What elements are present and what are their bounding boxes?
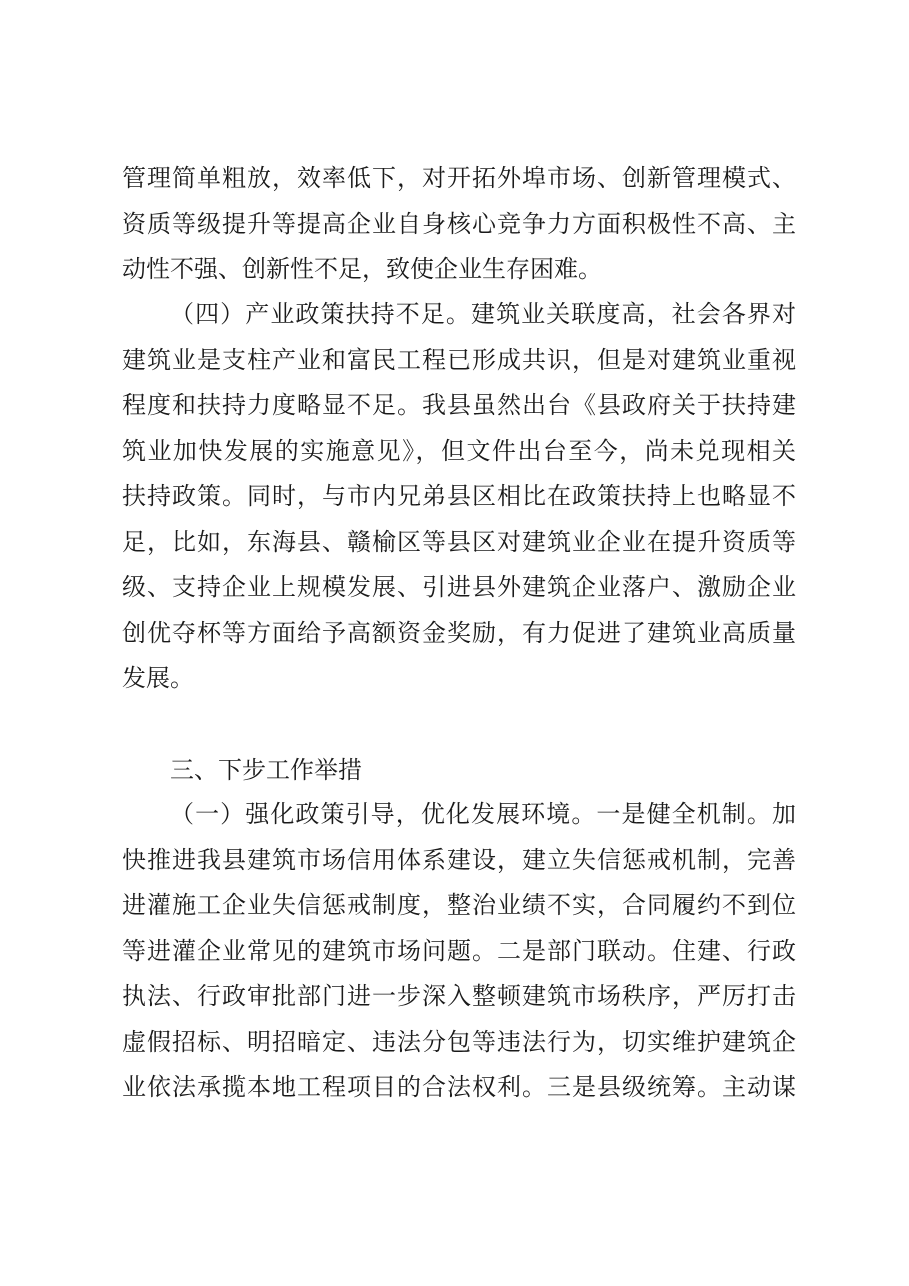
paragraph-one bbox=[122, 792, 796, 1111]
paragraph-continued bbox=[122, 156, 796, 293]
text-line: 资质等级提升等提高企业自身核心竞争力方面积极性不高、主 bbox=[122, 209, 796, 238]
text-line: 级、支持企业上规模发展、引进县外建筑企业落户、激励企业 bbox=[122, 573, 796, 601]
text-line: 足，比如，东海县、赣榆区等县区对建筑业企业在提升资质等 bbox=[122, 527, 796, 556]
text-line: 建筑业是支柱产业和富民工程已形成共识，但是对建筑业重视 bbox=[122, 345, 796, 374]
text-line: 快推进我县建筑市场信用体系建设，建立失信惩戒机制，完善 bbox=[122, 845, 796, 874]
text-line: 发展。 bbox=[122, 664, 194, 692]
text-line: 筑业加快发展的实施意见》，但文件出台至今，尚未兑现相关 bbox=[122, 436, 796, 465]
section-heading: 三、下步工作举措 bbox=[170, 756, 362, 784]
text-line: 执法、行政审批部门进一步深入整顿建筑市场秩序，严厉打击 bbox=[122, 982, 796, 1010]
text-line: （四）产业政策扶持不足。建筑业关联度高，社会各界对 bbox=[170, 300, 796, 328]
text-line: 业依法承揽本地工程项目的合法权利。三是县级统筹。主动谋 bbox=[122, 1073, 796, 1101]
text-line: 扶持政策。同时，与市内兄弟县区相比在政策扶持上也略显不 bbox=[122, 482, 796, 510]
text-line: （一）强化政策引导，优化发展环境。一是健全机制。加 bbox=[170, 800, 796, 828]
text-line: 管理简单粗放，效率低下，对开拓外埠市场、创新管理模式、 bbox=[122, 164, 796, 192]
paragraph-four bbox=[122, 292, 796, 702]
text-line: 进灌施工企业失信惩戒制度，整治业绩不实，合同履约不到位 bbox=[122, 891, 796, 919]
text-line: 创优夺杯等方面给予高额资金奖励，有力促进了建筑业高质量 bbox=[122, 618, 796, 647]
text-line: 虚假招标、明招暗定、违法分包等违法行为，切实维护建筑企 bbox=[122, 1027, 796, 1056]
text-line: 动性不强、创新性不足，致使企业生存困难。 bbox=[122, 255, 602, 283]
text-line: 程度和扶持力度略显不足。我县虽然出台《县政府关于扶持建 bbox=[122, 391, 796, 419]
text-line: 等进灌企业常见的建筑市场问题。二是部门联动。住建、行政 bbox=[122, 936, 796, 965]
